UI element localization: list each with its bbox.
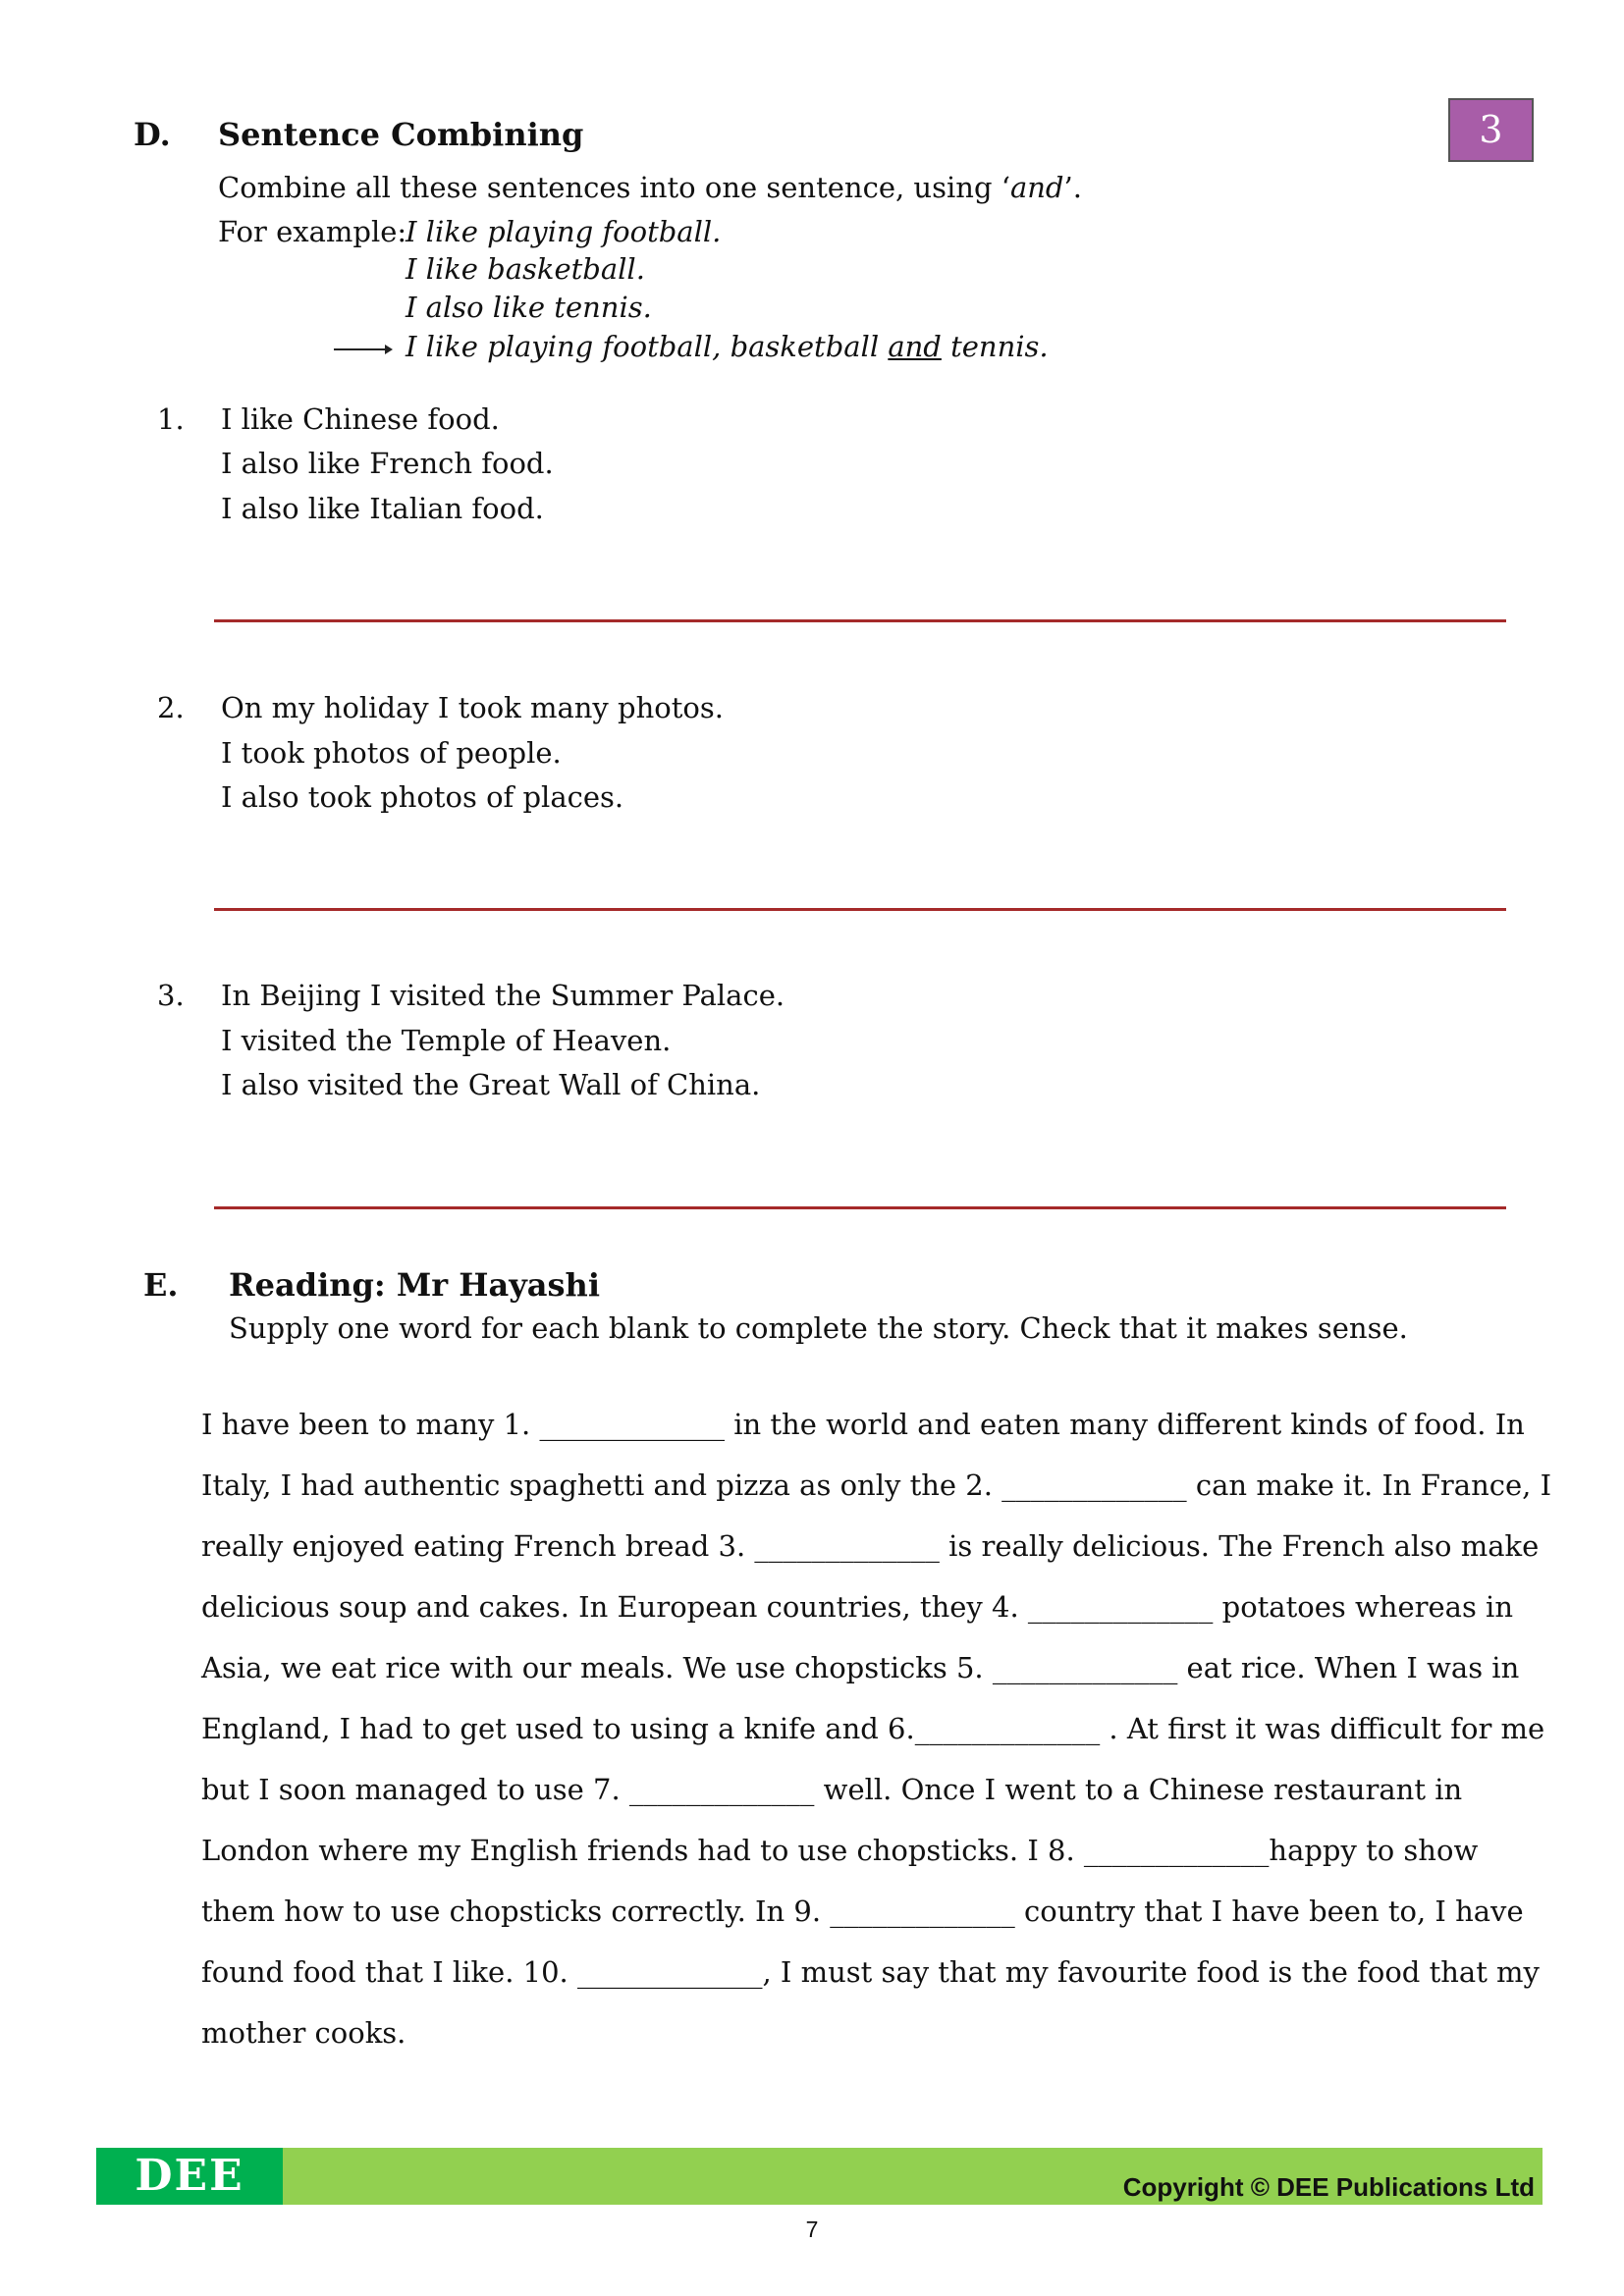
story-line: found food that I like. 10. _____________, I must say that my favourite food is the food that my [201,1955,1540,1989]
question-3-line-1: In Beijing I visited the Summer Palace. [221,979,785,1012]
story-line: mother cooks. [201,2016,406,2050]
example-result-pre: I like playing football, basketball [406,330,889,363]
question-2-line-1: On my holiday I took many photos. [221,691,724,724]
example-result-post: tennis. [941,330,1049,363]
instruction-post: ’. [1063,171,1082,204]
question-2-line-3: I also took photos of places. [221,780,624,814]
story-line: I have been to many 1. _____________ in the world and eaten many different kinds of food. In [201,1408,1525,1441]
story-line: delicious soup and cakes. In European countries, they 4. _____________ potatoes whereas in [201,1590,1513,1624]
arrow-right-icon [334,344,393,355]
answer-line-3[interactable] [214,1206,1506,1209]
story-line: England, I had to get used to using a knife and 6._____________ . At first it was difficult for me [201,1712,1545,1745]
question-1-line-3: I also like Italian food. [221,492,544,525]
question-3-number: 3. [157,979,185,1012]
dee-logo: DEE [96,2148,283,2205]
question-3-line-2: I visited the Temple of Heaven. [221,1024,672,1057]
answer-line-1[interactable] [214,619,1506,622]
section-e-instruction: Supply one word for each blank to complete the story. Check that it makes sense. [229,1311,1408,1345]
section-e-title: Reading: Mr Hayashi [229,1266,600,1304]
story-line: but I soon managed to use 7. _____________ well. Once I went to a Chinese restaurant in [201,1773,1463,1806]
story-passage [201,1394,1552,2063]
section-e-letter: E. [143,1266,179,1304]
example-line-3: I also like tennis. [406,291,652,324]
example-result-and: and [888,330,942,363]
grade-badge: 3 [1448,98,1534,162]
section-d-letter: D. [134,116,171,153]
story-line: Italy, I had authentic spaghetti and pizza as only the 2. _____________ can make it. In France, I [201,1468,1552,1502]
section-d-instruction [218,168,1082,207]
answer-line-2[interactable] [214,908,1506,911]
story-line: London where my English friends had to use chopsticks. I 8. _____________happy to show [201,1834,1479,1867]
question-2-number: 2. [157,691,185,724]
section-d-title: Sentence Combining [218,116,584,153]
page-number: 7 [805,2216,819,2242]
question-1-line-1: I like Chinese food. [221,402,500,436]
example-label: For example: [218,215,407,248]
story-line: Asia, we eat rice with our meals. We use chopsticks 5. _____________ eat rice. When I was in [201,1651,1520,1684]
example-result [406,327,1049,366]
question-3-line-3: I also visited the Great Wall of China. [221,1068,761,1101]
footer-bar [96,2148,1543,2205]
example-line-1: I like playing football. [406,215,722,248]
copyright-text: Copyright © DEE Publications Ltd [1122,2172,1535,2202]
question-2-line-2: I took photos of people. [221,736,562,770]
question-1-number: 1. [157,402,185,436]
instruction-pre: Combine all these sentences into one sentence, using ‘ [218,171,1010,204]
story-line: them how to use chopsticks correctly. In 9. _____________ country that I have been to, I have [201,1895,1524,1928]
instruction-em: and [1009,171,1064,204]
question-1-line-2: I also like French food. [221,447,554,480]
story-line: really enjoyed eating French bread 3. _____________ is really delicious. The French also make [201,1529,1540,1563]
example-line-2: I like basketball. [406,252,645,286]
